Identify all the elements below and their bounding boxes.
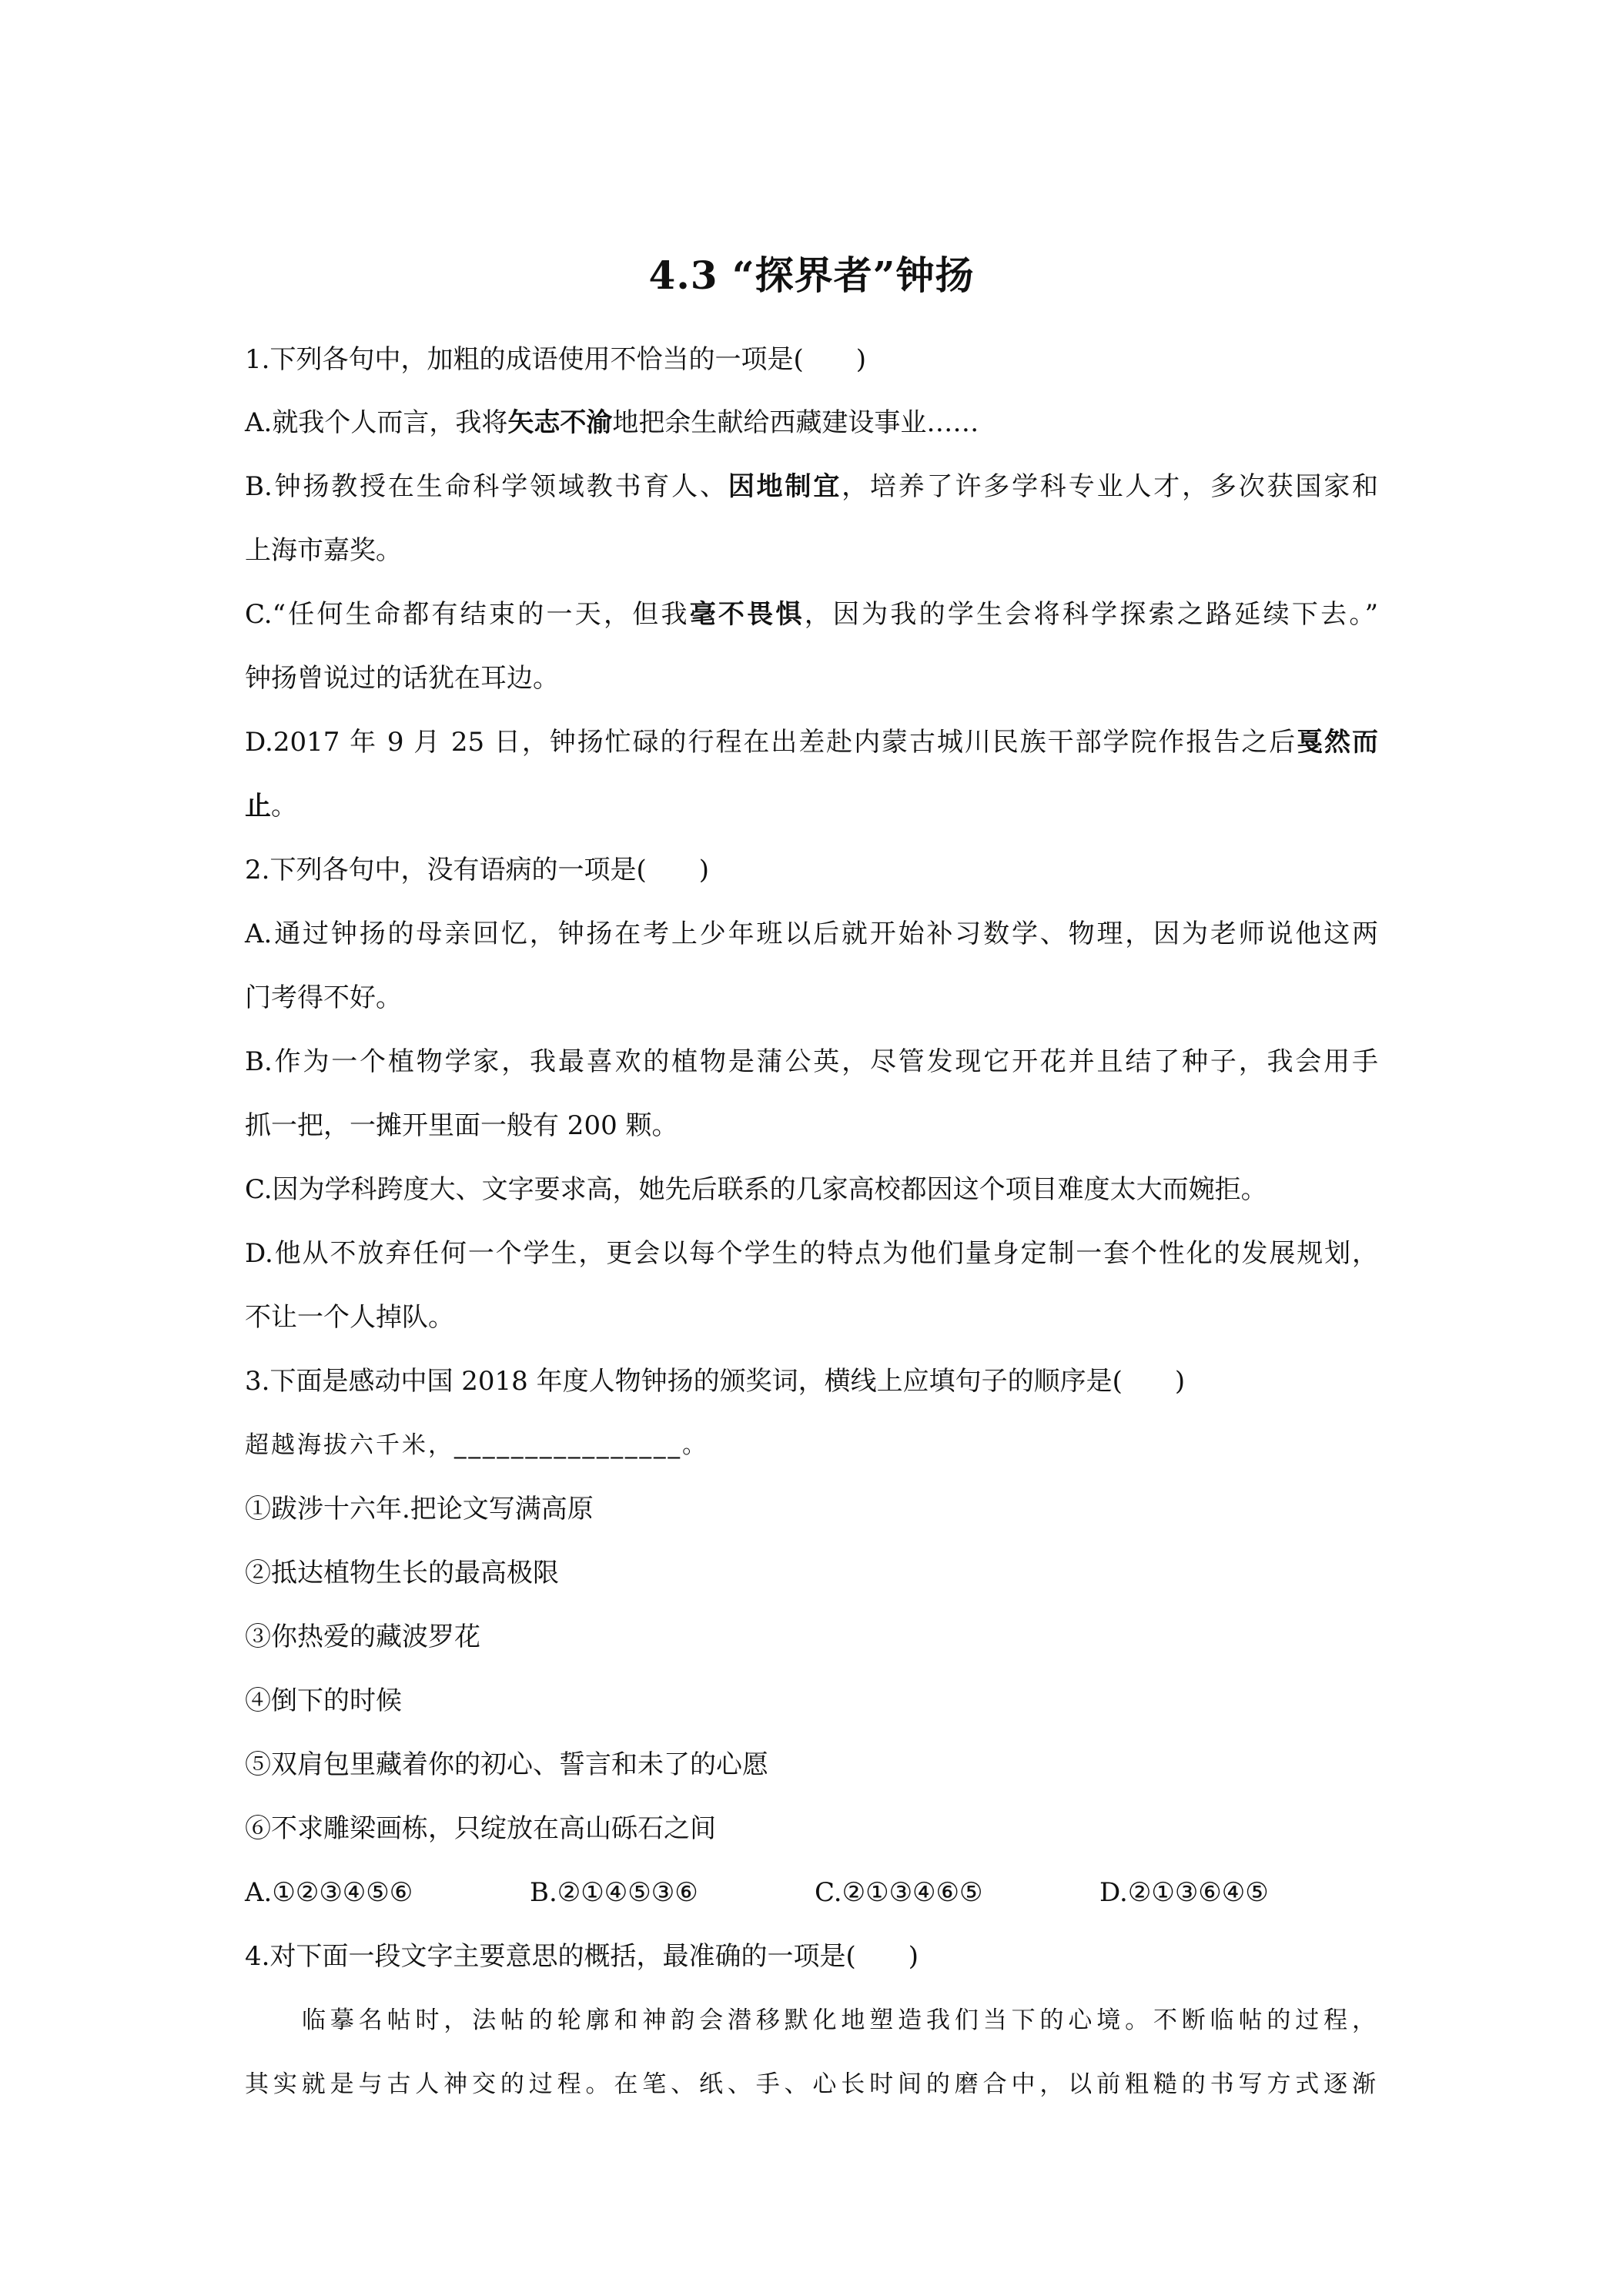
q2-option-a: A.通过钟扬的母亲回忆，钟扬在考上少年班以后就开始补习数学、物理，因为老师说他这两 bbox=[245, 919, 1378, 949]
q1-option-a: A.就我个人而言，我将矢志不渝地把余生献给西藏建设事业…… bbox=[245, 407, 979, 438]
bold-idiom: 毫不畏惧 bbox=[689, 599, 805, 630]
q1-option-c: C.“任何生命都有结束的一天，但我毫不畏惧，因为我的学生会将科学探索之路延续下去。” bbox=[245, 599, 1378, 630]
q4-passage-line-2: 其实就是与古人神交的过程。在笔、纸、手、心长时间的磨合中，以前粗糙的书写方式逐渐 bbox=[245, 2070, 1378, 2098]
q3-stem: 3.下面是感动中国 2018 年度人物钟扬的颁奖词，横线上应填句子的顺序是( ) bbox=[245, 1366, 1186, 1397]
q2-option-d-cont: 不让一个人掉队。 bbox=[245, 1302, 454, 1333]
q1-option-c-cont: 钟扬曾说过的话犹在耳边。 bbox=[245, 663, 559, 694]
q1-option-d-cont: 止。 bbox=[245, 791, 297, 822]
q1-option-b: B.钟扬教授在生命科学领域教书育人、因地制宜，培养了许多学科专业人才，多次获国家和 bbox=[245, 471, 1379, 502]
q3-option-b: B.②①④⑤③⑥ bbox=[530, 1877, 698, 1908]
q3-item-4: ④倒下的时候 bbox=[245, 1685, 402, 1716]
q3-item-2: ②抵达植物生长的最高极限 bbox=[245, 1558, 559, 1588]
q3-item-6: ⑥不求雕梁画栋，只绽放在高山砾石之间 bbox=[245, 1813, 716, 1844]
q4-passage-line-1: 临摹名帖时，法帖的轮廓和神韵会潜移默化地塑造我们当下的心境。不断临帖的过程， bbox=[302, 2006, 1378, 2034]
q3-option-a: A.①②③④⑤⑥ bbox=[245, 1877, 413, 1908]
bold-idiom: 矢志不渝 bbox=[507, 407, 613, 438]
bold-idiom: 因地制宜 bbox=[728, 471, 842, 502]
bold-idiom: 戛然而 bbox=[1297, 727, 1378, 758]
q3-option-c: C.②①③④⑥⑤ bbox=[815, 1877, 983, 1908]
q3-lead-sentence: 超越海拔六千米，________________。 bbox=[245, 1431, 708, 1459]
bold-idiom-end: 止 bbox=[245, 791, 271, 822]
q1-option-d: D.2017 年 9 月 25 日，钟扬忙碌的行程在出差赴内蒙古城川民族干部学院作报告之后戛然而 bbox=[245, 727, 1378, 758]
q2-option-d: D.他从不放弃任何一个学生，更会以每个学生的特点为他们量身定制一套个性化的发展规划， bbox=[245, 1238, 1378, 1269]
q2-option-b-cont: 抓一把，一摊开里面一般有 200 颗。 bbox=[245, 1110, 678, 1141]
q2-option-c: C.因为学科跨度大、文字要求高，她先后联系的几家高校都因这个项目难度太大而婉拒。 bbox=[245, 1174, 1267, 1205]
q4-stem: 4.对下面一段文字主要意思的概括，最准确的一项是( ) bbox=[245, 1941, 919, 1972]
q2-option-a-cont: 门考得不好。 bbox=[245, 982, 402, 1013]
q1-stem: 1.下列各句中，加粗的成语使用不恰当的一项是( ) bbox=[245, 344, 866, 375]
page-title: 4.3 “探界者”钟扬 bbox=[648, 253, 975, 298]
q3-option-d: D.②①③⑥④⑤ bbox=[1099, 1877, 1269, 1908]
q2-stem: 2.下列各句中，没有语病的一项是( ) bbox=[245, 855, 709, 885]
q2-option-b: B.作为一个植物学家，我最喜欢的植物是蒲公英，尽管发现它开花并且结了种子，我会用手 bbox=[245, 1046, 1378, 1077]
q3-item-5: ⑤双肩包里藏着你的初心、誓言和未了的心愿 bbox=[245, 1749, 768, 1780]
q3-item-3: ③你热爱的藏波罗花 bbox=[245, 1622, 480, 1652]
q1-option-b-cont: 上海市嘉奖。 bbox=[245, 535, 402, 566]
q3-item-1: ①跋涉十六年.把论文写满高原 bbox=[245, 1494, 594, 1525]
